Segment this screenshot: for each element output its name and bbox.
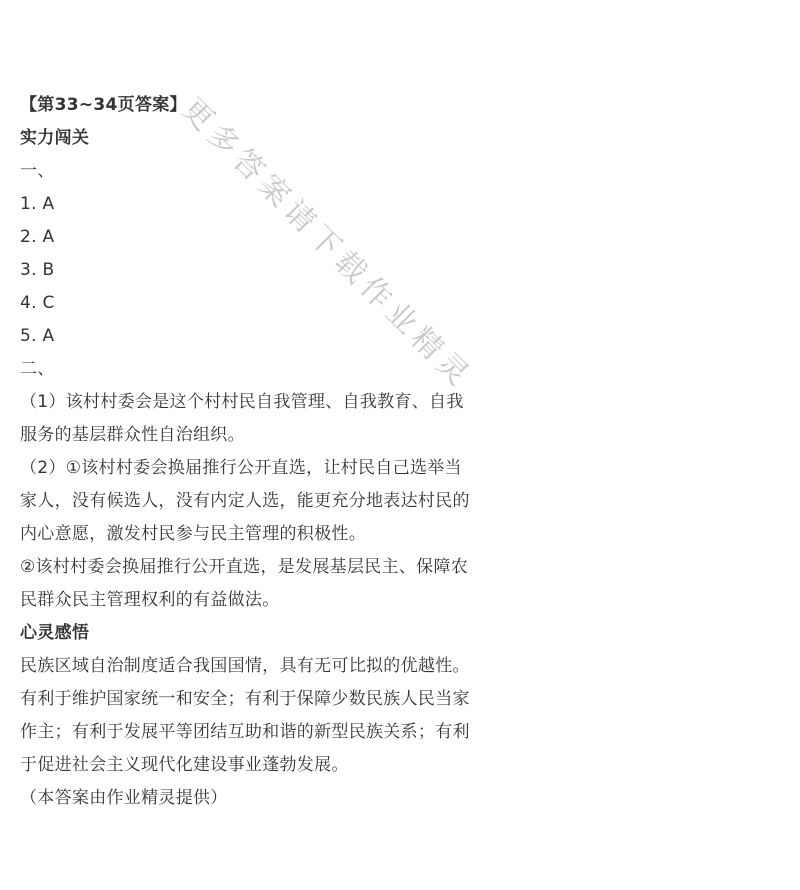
- answer-item: 3. B: [20, 260, 55, 280]
- part-one-label: 一、: [20, 161, 55, 181]
- question-one-line: （1）该村村委会是这个村村民自我管理、自我教育、自我: [20, 392, 464, 412]
- question-two-line: 民群众民主管理权利的有益做法。: [20, 590, 280, 610]
- reflection-line: 有利于维护国家统一和安全；有利于保障少数民族人民当家: [20, 689, 470, 709]
- question-two-line: （2）①该村村委会换届推行公开直选，让村民自己选举当: [20, 458, 462, 478]
- watermark-text: 更多答案请下载作业精灵: [174, 91, 480, 397]
- answer-item: 2. A: [20, 227, 55, 247]
- section-title-reflection: 心灵感悟: [20, 623, 90, 643]
- question-two-line: 内心意愿，激发村民参与民主管理的积极性。: [20, 524, 366, 544]
- answer-item: 1. A: [20, 194, 55, 214]
- part-two-label: 二、: [20, 359, 55, 379]
- question-two-line: 家人，没有候选人，没有内定人选，能更充分地表达村民的: [20, 491, 470, 511]
- section-title-practice: 实力闯关: [20, 128, 90, 148]
- reflection-line: 作主；有利于发展平等团结互助和谐的新型民族关系；有利: [20, 722, 470, 742]
- answer-item: 4. C: [20, 293, 55, 313]
- page-heading: 【第33~34页答案】: [20, 95, 187, 115]
- reflection-line: 民族区域自治制度适合我国国情，具有无可比拟的优越性。: [20, 656, 470, 676]
- footer-note: （本答案由作业精灵提供）: [20, 788, 228, 808]
- answer-item: 5. A: [20, 326, 55, 346]
- question-one-line: 服务的基层群众性自治组织。: [20, 425, 245, 445]
- reflection-line: 于促进社会主义现代化建设事业蓬勃发展。: [20, 755, 349, 775]
- question-two-line: ②该村村委会换届推行公开直选，是发展基层民主、保障农: [20, 557, 469, 577]
